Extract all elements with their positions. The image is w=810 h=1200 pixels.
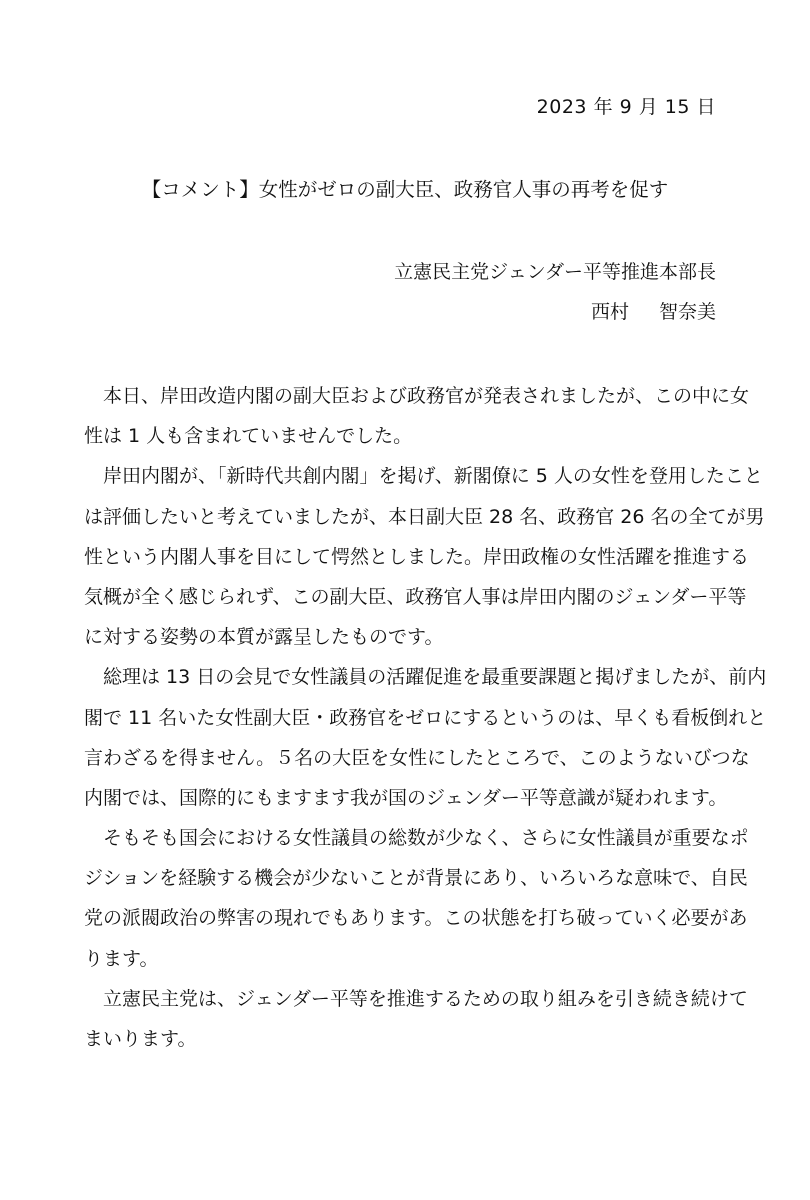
body-line: に対する姿勢の本質が露呈したものです。 [84,626,444,649]
document-body [84,376,767,1059]
author-surname: 西村 [590,301,629,323]
body-line: 閣で 11 名いた女性副大臣・政務官をゼロにするというのは、早くも看板倒れと [84,706,767,729]
author-name [591,297,716,324]
body-line: 言わざるを得ません。５名の大臣を女性にしたところで、このようないびつな [84,746,750,769]
document-date: 2023 年 9 月 15 日 [536,96,716,118]
author-organization: 立憲民主党ジェンダー平等推進本部長 [394,261,716,283]
body-line: 総理は 13 日の会見で女性議員の活躍促進を最重要課題と掲げましたが、前内 [84,666,767,689]
body-line: 内閣では、国際的にもますます我が国のジェンダー平等意識が疑われます。 [84,786,728,809]
body-line: まいります。 [84,1028,197,1050]
body-line: 性という内閣人事を目にして愕然としました。岸田政権の女性活躍を推進する [84,545,750,568]
body-line: 立憲民主党は、ジェンダー平等を推進するための取り組みを引き続き続けて [84,987,748,1010]
body-line: 気概が全く感じられず、この副大臣、政務官人事は岸田内閣のジェンダー平等 [84,585,747,608]
author-given-name: 智奈美 [658,301,716,323]
body-line: 性は 1 人も含まれていませんでした。 [84,425,413,448]
body-line: そもそも国会における女性議員の総数が少なく、さらに女性議員が重要なポ [84,827,749,850]
body-line: 党の派閥政治の弊害の現れでもあります。この状態を打ち破っていく必要があ [84,907,748,930]
body-line: ります。 [84,947,159,970]
body-line: 岸田内閣が、「新時代共創内閣」を掲げ、新閣僚に 5 人の女性を登用したこと [84,465,763,488]
document-title: 【コメント】女性がゼロの副大臣、政務官人事の再考を促す [141,178,669,201]
body-line: 本日、岸田改造内閣の副大臣および政務官が発表されましたが、この中に女 [84,385,750,407]
body-line: ジションを経験する機会が少ないことが背景にあり、いろいろな意味で、自民 [84,867,748,890]
body-line: は評価したいと考えていましたが、本日副大臣 28 名、政務官 26 名の全てが男 [84,505,765,528]
